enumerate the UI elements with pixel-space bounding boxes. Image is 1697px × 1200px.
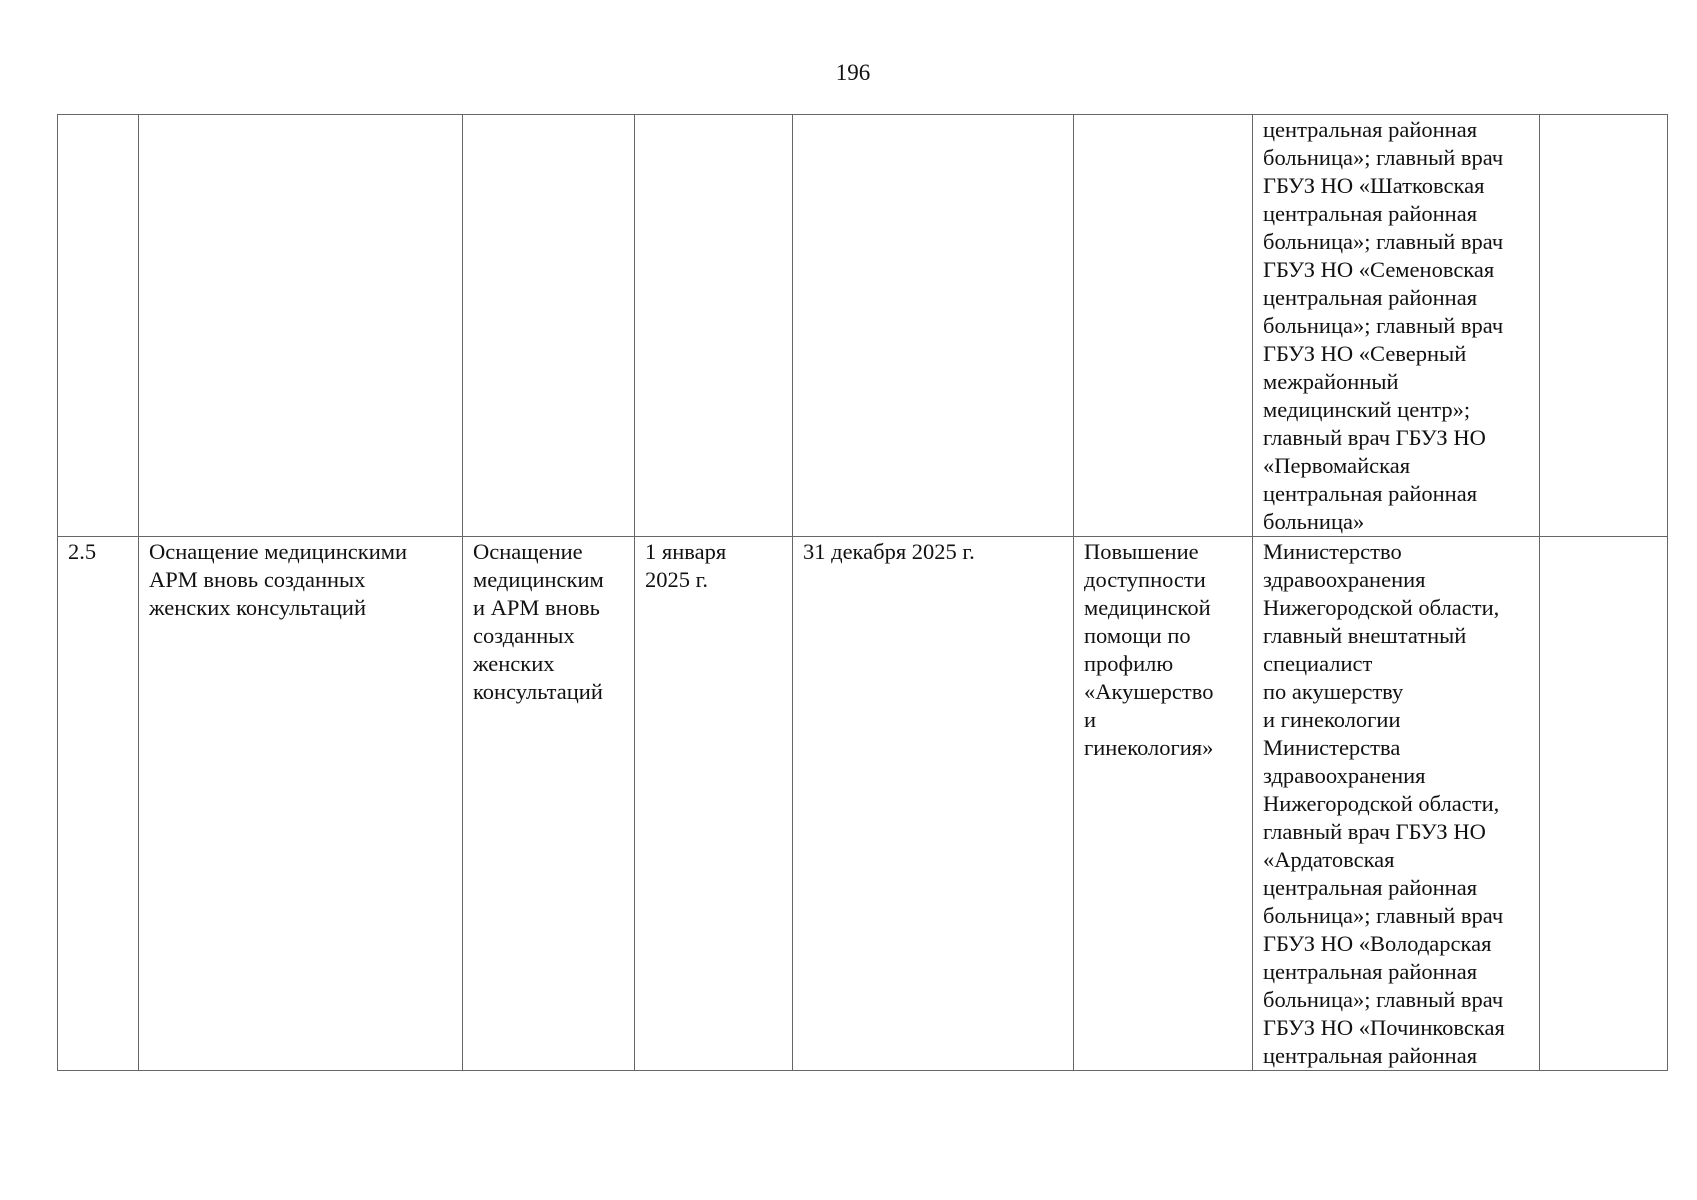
- cell-event-description: Оснащение медицинским и АРМ вновь созданных женских консультаций: [463, 537, 635, 1071]
- cell-end-date: 31 декабря 2025 г.: [793, 537, 1074, 1071]
- cell-expected-result: Повышение доступности медицинской помощи по профилю «Акушерство и гинекология»: [1074, 537, 1253, 1071]
- cell-event-name: Оснащение медицинскими АРМ вновь созданных женских консультаций: [139, 537, 463, 1071]
- plan-table: [57, 114, 1668, 1071]
- cell-end-date: [793, 115, 1074, 537]
- cell-start-date: 1 января 2025 г.: [635, 537, 793, 1071]
- table-row: [58, 115, 1668, 537]
- table-row: [58, 537, 1668, 1071]
- cell-responsible: Министерство здравоохранения Нижегородской области, главный внештатный специалист по акушерству и гинекологии Министерства здравоохранения Нижегородской области, главный врач ГБУЗ НО «Ардатовская центральная районная больница»; главный врач ГБУЗ НО «Володарская центральная районная больница»; главный врач ГБУЗ НО «Починковская центральная районная: [1253, 537, 1540, 1071]
- cell-expected-result: [1074, 115, 1253, 537]
- cell-note: [1540, 115, 1668, 537]
- cell-number: [58, 115, 139, 537]
- cell-start-date: [635, 115, 793, 537]
- cell-responsible: центральная районная больница»; главный врач ГБУЗ НО «Шатковская центральная районная больница»; главный врач ГБУЗ НО «Семеновская центральная районная больница»; главный врач ГБУЗ НО «Северный межрайонный медицинский центр»; главный врач ГБУЗ НО «Первомайская центральная районная больница»: [1253, 115, 1540, 537]
- page-number: 196: [835, 60, 871, 85]
- cell-number: 2.5: [58, 537, 139, 1071]
- cell-event-description: [463, 115, 635, 537]
- cell-event-name: [139, 115, 463, 537]
- cell-note: [1540, 537, 1668, 1071]
